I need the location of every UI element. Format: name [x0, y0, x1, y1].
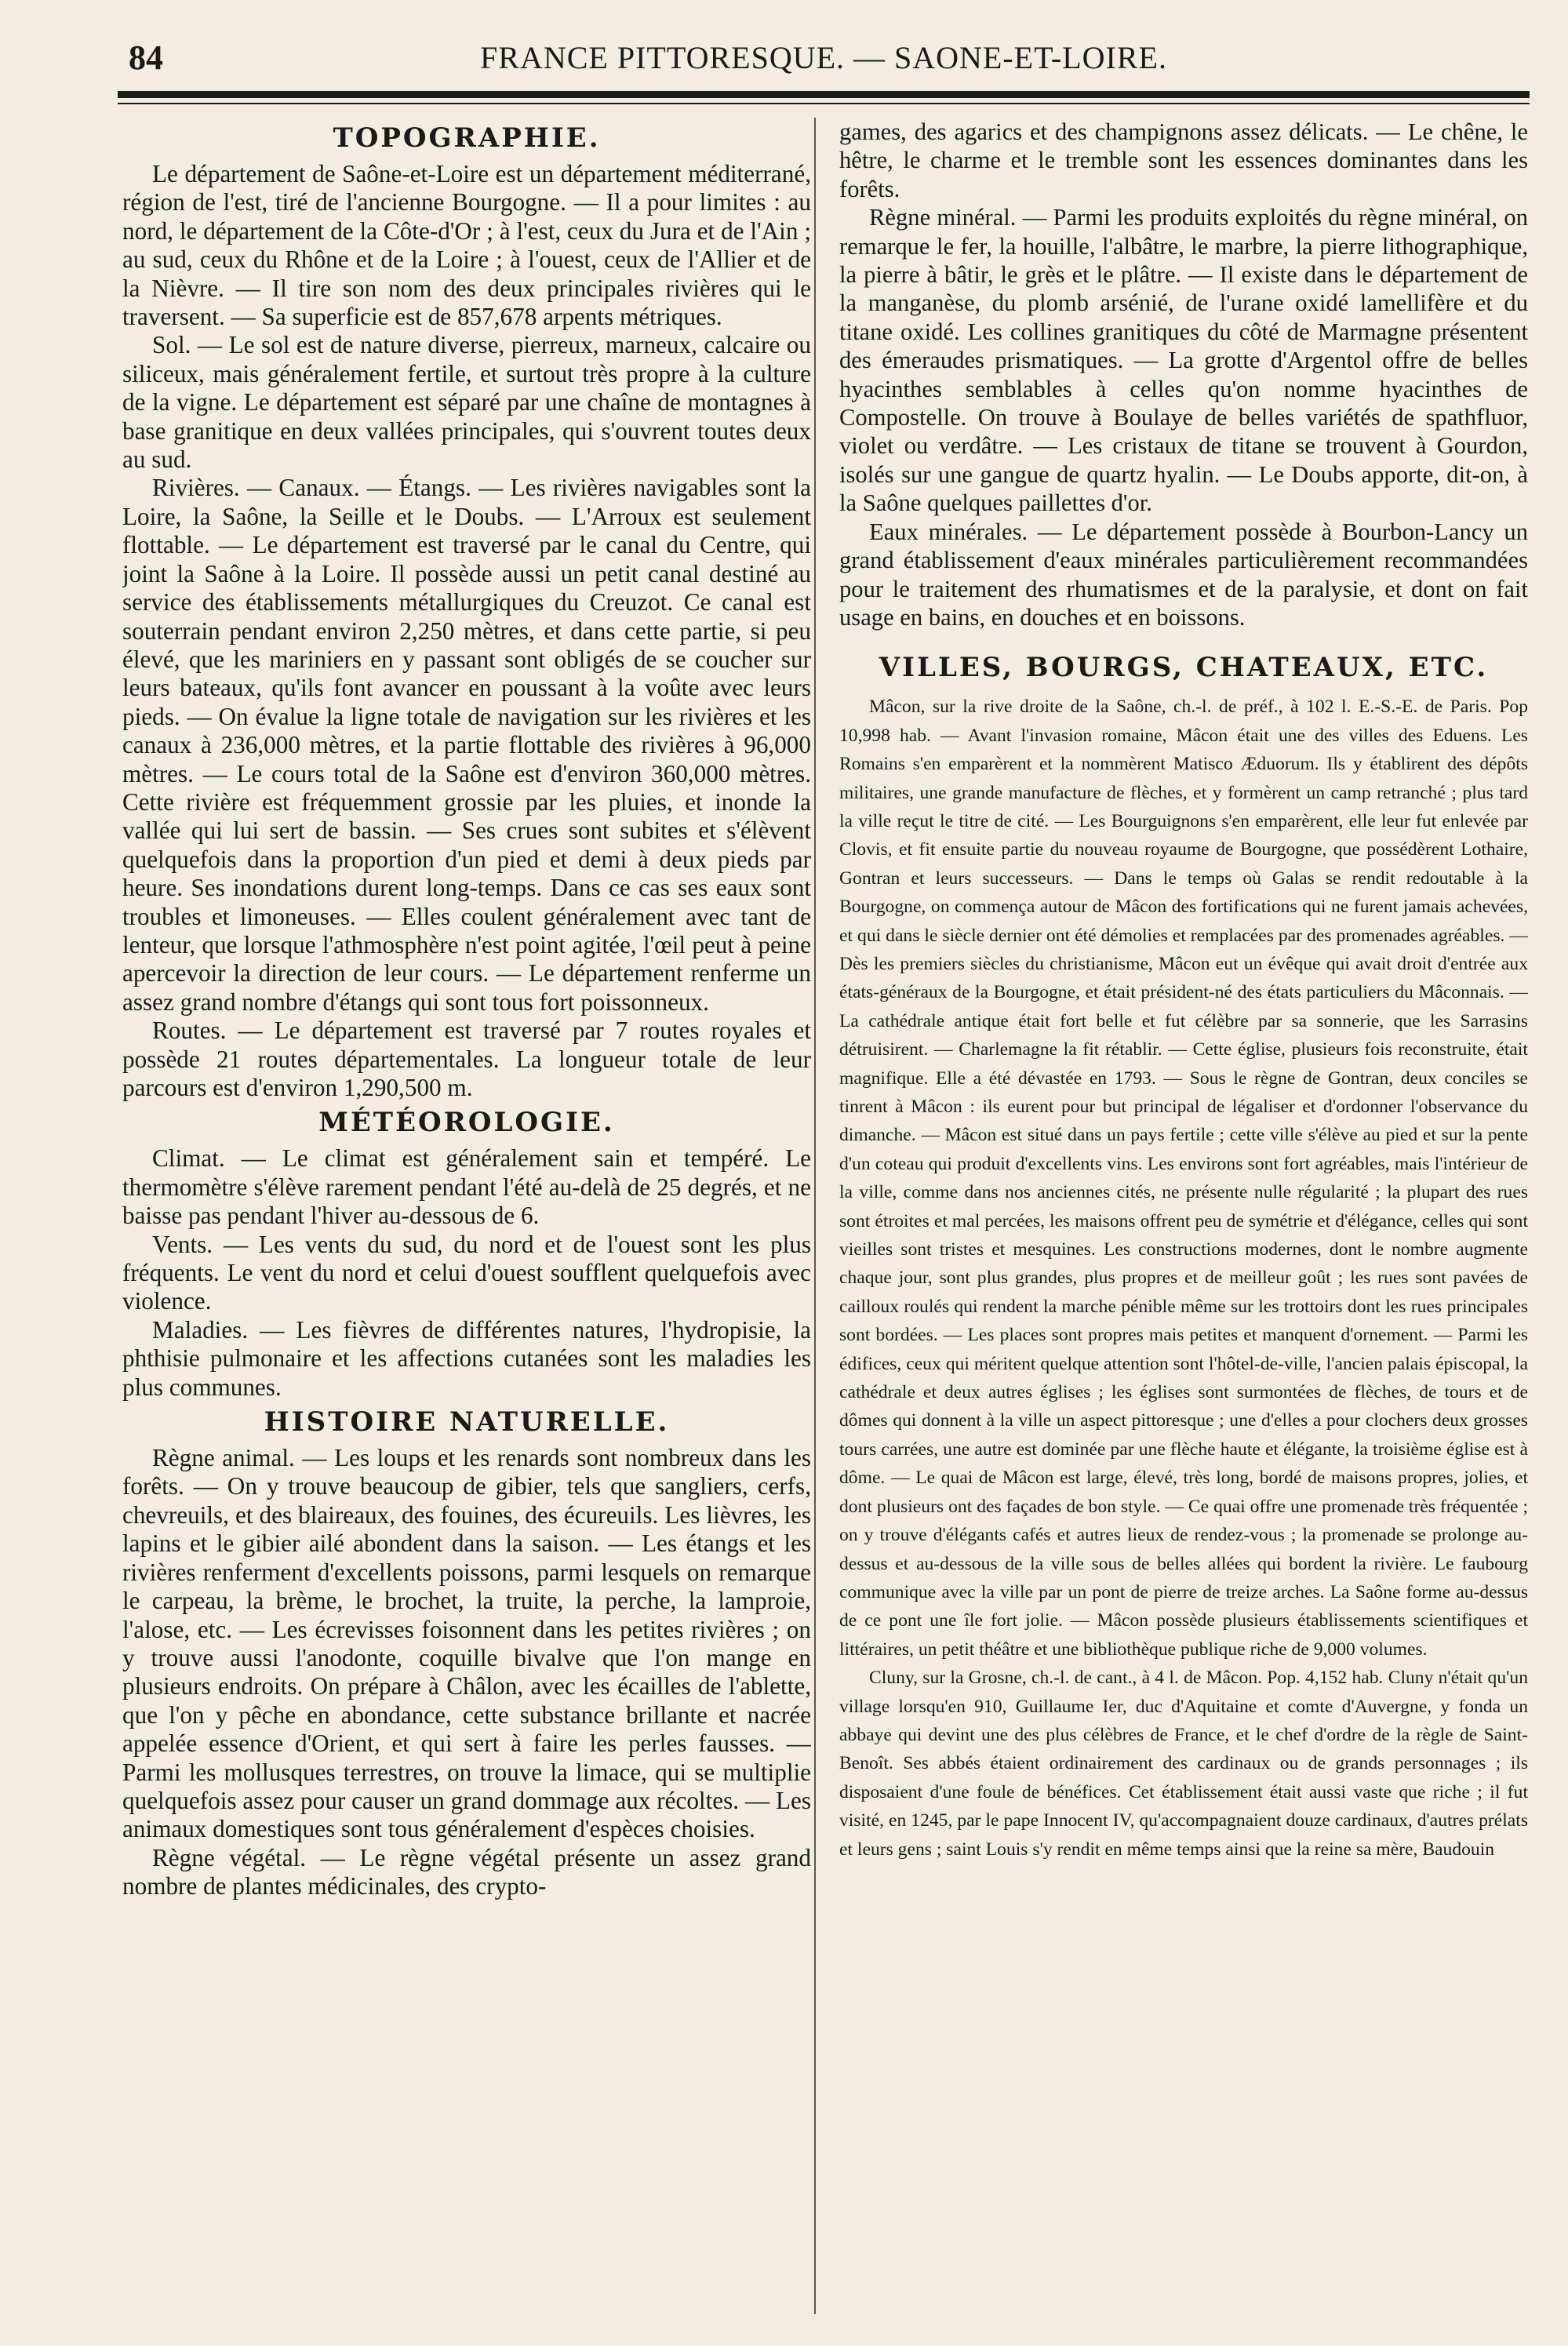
regne-vegetal-paragraph: Règne végétal. — Le règne végétal présente un assez grand nombre de plantes médicinales, des crypto- [122, 1843, 811, 1900]
cluny-paragraph: Cluny, sur la Grosne, ch.-l. de cant., à 4 l. de Mâcon. Pop. 4,152 hab. Cluny n'était qu'un village lorsqu'en 910, Guillaume Ier, duc d'Aquitaine et comte d'Auvergne, y fonda un abbaye qui devint une des plus célèbres de France, et le chef d'ordre de la règle de Saint-Benoît. Ses abbés étaient ordinairement des cardinaux ou de grands personnages ; ils disposaient d'une foule de bénéfices. Cet établissement était aussi vaste que riche ; il fut visité, en 1245, par le pape Innocent IV, qu'accompagnaient douze cardinaux, d'autres prélats et leurs gens ; saint Louis s'y rendit en même temps ainsi que la reine sa mère, Baudouin [839, 1668, 1528, 1860]
left-column [122, 118, 811, 2314]
page-number: 84 [129, 38, 163, 77]
header-rule-thin [118, 103, 1530, 104]
vents-paragraph: Vents. — Les vents du sud, du nord et de l'ouest sont les plus fréquents. Le vent du nord et celui d'ouest soufflent quelquefois avec violence. [122, 1230, 811, 1315]
climat-paragraph: Climat. — Le climat est généralement sain et tempéré. Le thermomètre s'élève rarement pendant l'été au-delà de 25 degrés, et ne baisse pas pendant l'hiver au-dessous de 6. [122, 1144, 811, 1230]
regne-mineral-paragraph: Règne minéral. — Parmi les produits exploités du règne minéral, on remarque le fer, la houille, l'albâtre, le marbre, la pierre lithographique, la pierre à bâtir, le grès et le plâtre. — Il existe dans le département de la manganèse, du plomb arsénié, de l'urane oxidé lamellifère et du titane oxidé. Les collines granitiques du côté de Marmagne présentent des émeraudes prismatiques. — La grotte d'Argentol offre de belles hyacinthes semblables à celles qu'on nomme hyacinthes de Compostelle. On trouve à Boulaye de belles variétés de spathfluor, violet ou verdâtre. — Les cristaux de titane se trouvent à Gourdon, isolés sur une gangue de quartz hyalin. — Le Doubs apporte, dit-on, à la Saône quelques paillettes d'or. [839, 204, 1528, 517]
header-rule-thick [118, 91, 1530, 98]
page-header [118, 35, 1530, 89]
section-heading-villes: VILLES, BOURGS, CHATEAUX, ETC. [879, 652, 1489, 684]
routes-paragraph: Routes. — Le département est traversé par 7 routes royales et possède 21 routes départementales. La longueur totale de leur parcours est d'environ 1,290,500 m. [122, 1017, 811, 1101]
section-heading-topographie: TOPOGRAPHIE. [333, 122, 601, 154]
running-title: FRANCE PITTORESQUE. — SAONE-ET-LOIRE. [480, 40, 1167, 75]
section-heading-meteorologie: MÉTÉOROLOGIE. [318, 1107, 615, 1139]
right-column [839, 118, 1528, 2314]
macon-paragraph: Mâcon, sur la rive droite de la Saône, ch.-l. de préf., à 102 l. E.-S.-E. de Paris. Pop 10,998 hab. — Avant l'invasion romaine, Mâcon était une des villes des Eduens. Les Romains s'en emparèrent et la nommèrent Matisco Æduorum. Ils y établirent des dépôts militaires, une grande manufacture de flèches, et y formèrent un camp retranché ; plus tard la ville reçut le titre de cité. — Les Bourguignons s'en emparèrent, elle leur fut enlevée par Clovis, et fit ensuite partie du nouveau royaume de Bourgogne, que possédèrent Lothaire, Gontran et leurs successeurs. — Dans le temps où Galas se rendit redoutable à la Bourgogne, on commença autour de Mâcon des fortifications qui ne furent jamais achevées, et qui dans le siècle dernier ont été démolies et remplacées par des promenades agréables. — Dès les premiers siècles du christianisme, Mâcon eut un évêque qui avait droit d'entrée aux états-généraux de la Bourgogne, et était président-né des états particuliers du Mâconnais. — La cathédrale antique était fort belle et fut célèbre par sa sonnerie, que les Sarrasins détruisirent. — Charlemagne la fit rétablir. — Cette église, plusieurs fois reconstruite, était magnifique. Elle a été dévastée en 1793. — Sous le règne de Gontran, deux conciles se tinrent à Mâcon : ils eurent pour but principal de légaliser et d'ordonner l'observance du dimanche. — Mâcon est situé dans un pays fertile ; cette ville s'élève au pied et sur la pente d'un coteau qui produit d'excellents vins. Les environs sont fort agréables, mais l'intérieur de la ville, comme dans nos anciennes cités, ne présente nulle régularité ; la plupart des rues sont étroites et mal percées, les maisons offrent peu de symétrie et d'élégance, celles qui sont vieilles sont tristes et mesquines. Les constructions modernes, dont le nombre augmente chaque jour, sont plus grandes, plus propres et de meilleur goût ; les rues sont pavées de cailloux roulés qui rendent la marche pénible même sur les trottoirs dont les rues principales sont bordées. — Les places sont propres mais petites et manquent d'ornement. — Parmi les édifices, ceux qui méritent quelque attention sont l'hôtel-de-ville, l'ancien palais épiscopal, la cathédrale et deux autres églises ; les églises sont surmontées de flèches, de tours et de dômes qui donnent à la ville un aspect pittoresque ; une d'elles a pour clochers deux grosses tours carrées, une autre est dominée par une flèche haute et élégante, la troisième église est à dôme. — Le quai de Mâcon est large, élevé, très long, bordé de maisons propres, jolies, et dont plusieurs ont des façades de bon style. — Ce quai offre une promenade très fréquentée ; on y trouve d'élégants cafés et autres lieux de rendez-vous ; la promenade se prolonge au-dessus et au-dessous de la ville sous de belles allées qui bordent la rivière. Le faubourg communique avec la ville par un pont de pierre de treize arches. La Saône forme au-dessus de ce pont une île fort jolie. — Mâcon possède plusieurs établissements scientifiques et littéraires, un petit théâtre et une bibliothèque publique riche de 9,000 volumes. [839, 697, 1528, 1660]
regne-animal-paragraph: Règne animal. — Les loups et les renards sont nombreux dans les forêts. — On y trouve beaucoup de gibier, tels que sangliers, cerfs, chevreuils, et des blaireaux, des fouines, des écureuils. Les lièvres, les lapins et le gibier ailé abondent dans la saison. — Les étangs et les rivières renferment d'excellents poissons, parmi lesquels on remarque le carpeau, la brème, le brochet, la truite, la perche, la lamproie, l'alose, etc. — Les écrevisses foisonnent dans les petites rivières ; on y trouve aussi l'anodonte, coquille bivalve que l'on mange en plusieurs endroits. On prépare à Châlon, avec les écailles de l'ablette, que l'on y pêche en abondance, cette substance brillante et nacrée appelée essence d'Orient, et qui sert à faire les perles fausses. — Parmi les mollusques terrestres, on trouve la limace, qui se multiplie quelquefois assez pour causer un grand dommage aux récoltes. — Les animaux domestiques sont tous généralement d'espèces choisies. [122, 1444, 811, 1843]
sol-paragraph: Sol. — Le sol est de nature diverse, pierreux, marneux, calcaire ou siliceux, mais généralement fertile, et surtout très propre à la culture de la vigne. Le département est séparé par une chaîne de montagnes à base granitique en deux vallées principales, qui s'ouvrent toutes deux au sud. [122, 331, 811, 474]
vegetal-continued-paragraph: games, des agarics et des champignons assez délicats. — Le chêne, le hêtre, le charme et le tremble sont les essences dominantes dans les forêts. [839, 118, 1528, 202]
rivieres-paragraph: Rivières. — Canaux. — Étangs. — Les rivières navigables sont la Loire, la Saône, la Seille et le Doubs. — L'Arroux est seulement flottable. — Le département est traversé par le canal du Centre, qui joint la Saône à la Loire. Il possède aussi un petit canal destiné au service des établissements métallurgiques du Creuzot. Ce canal est souterrain pendant environ 2,250 mètres, et dans cette partie, si peu élevé, que les mariniers en y passant sont obligés de se coucher sur leurs bateaux, qu'ils font avancer en poussant à la voûte avec leurs pieds. — On évalue la ligne totale de navigation sur les rivières et les canaux à 236,000 mètres, et la partie flottable des rivières à 96,000 mètres. — Le cours total de la Saône est d'environ 360,000 mètres. Cette rivière est fréquemment grossie par les pluies, et inonde la vallée qui lui sert de bassin. — Ses crues sont subites et s'élèvent quelquefois dans la proportion d'un pied et demi à deux pieds par heure. Ses inondations durent long-temps. Dans ce cas ses eaux sont troubles et limoneuses. — Elles coulent généralement avec tant de lenteur, que lorsque l'athmosphère n'est point agitée, l'œil peut à peine apercevoir la direction de leur cours. — Le département renferme un assez grand nombre d'étangs qui sont tous fort poissonneux. [122, 474, 811, 1016]
eaux-minerales-paragraph: Eaux minérales. — Le département possède à Bourbon-Lancy un grand établissement d'eaux minérales particulièrement recommandées pour le traitement des rhumatismes et de la paralysie, et dont on fait usage en bains, en douches et en boissons. [839, 518, 1528, 631]
topographie-intro-paragraph: Le département de Saône-et-Loire est un département méditerrané, région de l'est, tiré de l'ancienne Bourgogne. — Il a pour limites : au nord, le département de la Côte-d'Or ; à l'est, ceux du Jura et de l'Ain ; au sud, ceux du Rhône et de la Loire ; à l'ouest, ceux de l'Allier et de la Nièvre. — Il tire son nom des deux principales rivières qui le traversent. — Sa superficie est de 857,678 arpents métriques. [122, 160, 811, 331]
column-divider [814, 118, 816, 2314]
section-heading-histoire-naturelle: HISTOIRE NATURELLE. [264, 1406, 670, 1439]
maladies-paragraph: Maladies. — Les fièvres de différentes natures, l'hydropisie, la phthisie pulmonaire et les affections cutanées sont les maladies les plus communes. [122, 1315, 811, 1401]
